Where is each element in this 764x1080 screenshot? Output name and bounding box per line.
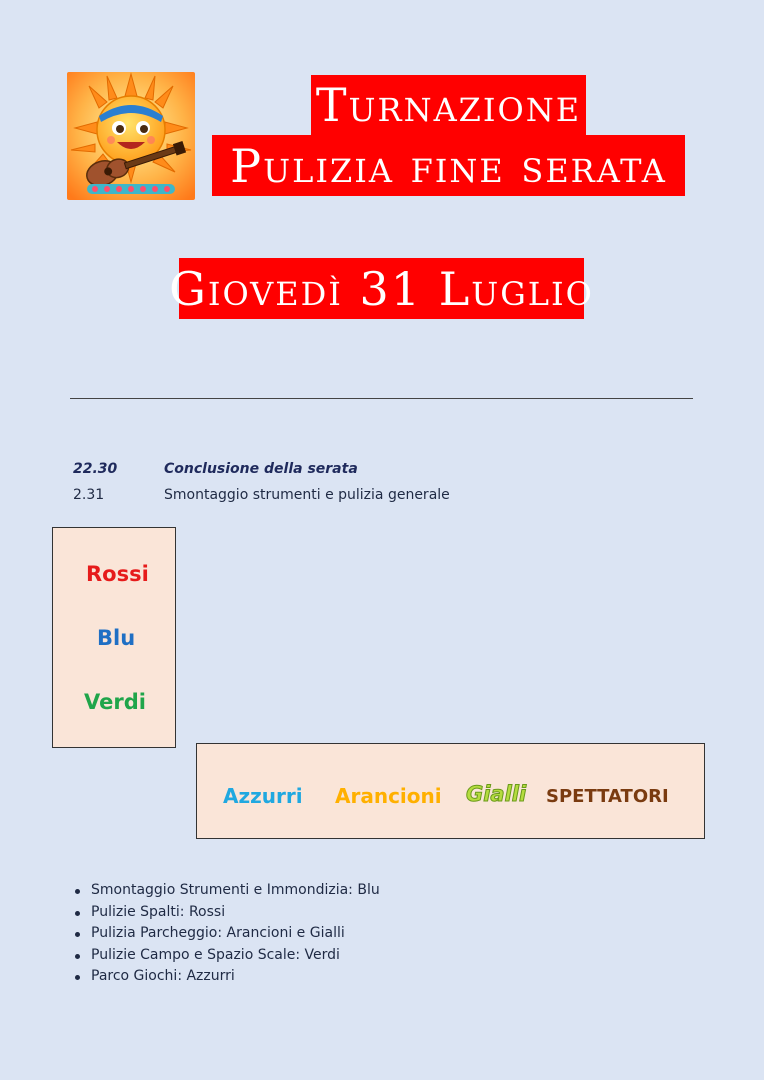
horizontal-divider bbox=[70, 398, 693, 399]
list-item: Parco Giochi: Azzurri bbox=[73, 966, 380, 988]
list-item: Pulizie Spalti: Rossi bbox=[73, 902, 380, 924]
team-label: Arancioni bbox=[335, 784, 442, 808]
schedule-description: Smontaggio strumenti e pulizia generale bbox=[164, 487, 450, 503]
list-item: Smontaggio Strumenti e Immondizia: Blu bbox=[73, 880, 380, 902]
team-label: Rossi bbox=[86, 562, 149, 586]
list-item: Pulizia Parcheggio: Arancioni e Gialli bbox=[73, 923, 380, 945]
team-label: Blu bbox=[97, 626, 136, 650]
schedule-time: 2.31 bbox=[73, 487, 105, 503]
schedule-time: 22.30 bbox=[73, 461, 118, 477]
sun-guitar-logo bbox=[67, 72, 195, 200]
schedule-description: Conclusione della serata bbox=[164, 461, 358, 477]
sun-guitar-icon bbox=[67, 72, 195, 200]
team-box-bottom bbox=[196, 743, 705, 839]
team-label: Verdi bbox=[84, 690, 146, 714]
event-date: Giovedì 31 Luglio bbox=[179, 258, 584, 319]
team-box-left bbox=[52, 527, 176, 748]
team-label: SPETTATORI bbox=[546, 786, 669, 807]
assignment-list bbox=[73, 880, 380, 988]
list-item: Pulizie Campo e Spazio Scale: Verdi bbox=[73, 945, 380, 967]
title-line-2: Pulizia fine serata bbox=[212, 135, 685, 196]
title-line-1: Turnazione bbox=[311, 75, 586, 135]
team-label: Gialli bbox=[466, 782, 527, 806]
team-label: Azzurri bbox=[223, 784, 303, 808]
